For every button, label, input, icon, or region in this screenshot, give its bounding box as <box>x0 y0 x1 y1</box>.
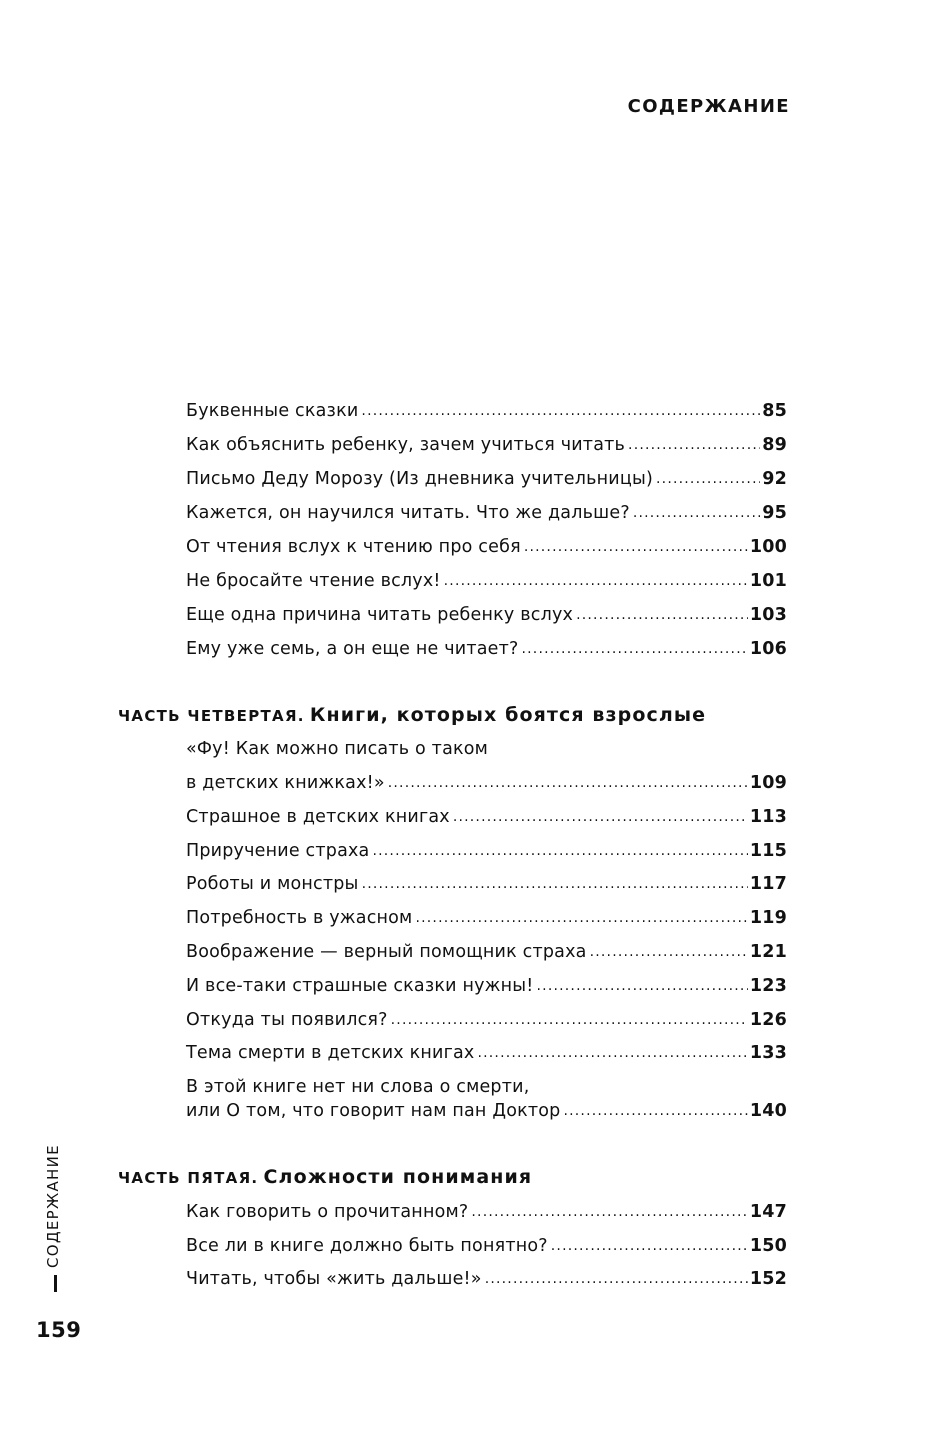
toc-entry-page: 85 <box>762 401 787 421</box>
toc-entry-title: в детских книжках!» <box>186 773 385 793</box>
toc-entry[interactable] <box>186 1267 787 1291</box>
toc-entry-page: 95 <box>762 503 787 523</box>
toc-entry[interactable] <box>186 1234 787 1258</box>
toc-entry-title: Ему уже семь, а он еще не читает? <box>186 639 519 659</box>
toc-entry-title: Страшное в детских книгах <box>186 807 450 827</box>
toc-entry-page: 147 <box>749 1202 787 1222</box>
toc-entry-title: Тема смерти в детских книгах <box>186 1043 475 1063</box>
toc-entry-title: Еще одна причина читать ребенку вслух <box>186 605 574 625</box>
dot-leader <box>551 1234 748 1258</box>
toc-entry[interactable] <box>186 399 787 423</box>
toc-entry-page: 113 <box>749 807 787 827</box>
toc-entry-title: Буквенные сказки <box>186 401 359 421</box>
part-heading-four[interactable] <box>118 702 706 729</box>
dot-leader <box>391 1008 748 1032</box>
toc-entry[interactable] <box>186 906 787 930</box>
toc-entry-page: 133 <box>749 1043 787 1063</box>
toc-entry[interactable] <box>186 1200 787 1224</box>
toc-entry[interactable] <box>186 1099 787 1123</box>
toc-entry-page: 89 <box>762 435 787 455</box>
toc-entry[interactable] <box>186 603 787 627</box>
toc-entry-page: 100 <box>749 537 787 557</box>
part-title: Книги, которых боятся взрослые <box>309 704 707 726</box>
toc-entry-title: Не бросайте чтение вслух! <box>186 571 441 591</box>
dot-leader <box>415 906 747 930</box>
toc-entry-page: 109 <box>749 773 787 793</box>
dot-leader <box>537 974 748 998</box>
toc-entry-title: Воображение — верный помощник страха <box>186 942 587 962</box>
toc-entry[interactable] <box>186 637 787 661</box>
toc-entry-title: или О том, что говорит нам пан Доктор <box>186 1101 561 1121</box>
toc-entry-page: 92 <box>762 469 787 489</box>
toc-entry-page: 121 <box>749 942 787 962</box>
dot-leader <box>576 603 748 627</box>
toc-entry-page: 103 <box>749 605 787 625</box>
dot-leader <box>471 1200 747 1224</box>
toc-entry[interactable] <box>186 805 787 829</box>
toc-entry-title: Как объяснить ребенку, зачем учиться читать <box>186 435 626 455</box>
toc-entry[interactable] <box>186 1041 787 1065</box>
dot-leader <box>361 399 760 423</box>
toc-entry-title: Как говорить о прочитанном? <box>186 1202 469 1222</box>
toc-entry[interactable] <box>186 839 787 863</box>
running-title-divider <box>54 1275 57 1292</box>
toc-entry[interactable] <box>186 569 787 593</box>
part-heading-five[interactable] <box>118 1164 532 1191</box>
toc-entry-page: 101 <box>749 571 787 591</box>
toc-entry-title: Потребность в ужасном <box>186 908 413 928</box>
dot-leader <box>524 535 748 559</box>
toc-entry-title: Роботы и монстры <box>186 874 359 894</box>
toc-entry-title: Кажется, он научился читать. Что же дальше? <box>186 503 630 523</box>
dot-leader <box>563 1099 747 1123</box>
toc-entry[interactable] <box>186 872 787 896</box>
dot-leader <box>522 637 748 661</box>
toc-entry-title-line1[interactable]: В этой книге нет ни слова о смерти, <box>186 1077 530 1097</box>
toc-entry-title: И все-таки страшные сказки нужны! <box>186 976 534 996</box>
toc-entry-title: Письмо Деду Морозу (Из дневника учительницы) <box>186 469 654 489</box>
toc-entry[interactable] <box>186 535 787 559</box>
part-label: ЧАСТЬ ПЯТАЯ. <box>118 1169 259 1187</box>
toc-entry-page: 117 <box>749 874 787 894</box>
toc-entry-page: 150 <box>749 1236 787 1256</box>
dot-leader <box>372 839 747 863</box>
toc-entry[interactable] <box>186 467 787 491</box>
page-header-title: СОДЕРЖАНИЕ <box>627 96 790 117</box>
toc-entry-title: Приручение страха <box>186 841 370 861</box>
toc-entry-title: Откуда ты появился? <box>186 1010 388 1030</box>
dot-leader <box>633 501 760 525</box>
toc-entry[interactable] <box>186 1008 787 1032</box>
toc-entry-page: 152 <box>749 1269 787 1289</box>
toc-entry-title: Читать, чтобы «жить дальше!» <box>186 1269 482 1289</box>
part-label: ЧАСТЬ ЧЕТВЕРТАЯ. <box>118 707 305 725</box>
page-number: 159 <box>36 1318 82 1342</box>
dot-leader <box>444 569 748 593</box>
toc-entry-page: 126 <box>749 1010 787 1030</box>
toc-entry-page: 119 <box>749 908 787 928</box>
part-title: Сложности понимания <box>263 1166 533 1188</box>
dot-leader <box>628 433 760 457</box>
toc-entry[interactable] <box>186 433 787 457</box>
toc-entry-page: 140 <box>749 1101 787 1121</box>
dot-leader <box>477 1041 747 1065</box>
toc-entry-title: Все ли в книге должно быть понятно? <box>186 1236 548 1256</box>
toc-entry[interactable] <box>186 771 787 795</box>
toc-entry-page: 106 <box>749 639 787 659</box>
dot-leader <box>388 771 748 795</box>
dot-leader <box>485 1267 748 1291</box>
toc-entry[interactable] <box>186 974 787 998</box>
dot-leader <box>453 805 748 829</box>
toc-entry[interactable] <box>186 501 787 525</box>
toc-entry-page: 115 <box>749 841 787 861</box>
toc-entry-title-line1[interactable]: «Фу! Как можно писать о таком <box>186 739 489 759</box>
dot-leader <box>590 940 748 964</box>
toc-entry[interactable] <box>186 940 787 964</box>
running-title: СОДЕРЖАНИЕ <box>44 1144 62 1268</box>
toc-entry-page: 123 <box>749 976 787 996</box>
dot-leader <box>362 872 748 896</box>
dot-leader <box>656 467 760 491</box>
toc-entry-title: От чтения вслух к чтению про себя <box>186 537 521 557</box>
